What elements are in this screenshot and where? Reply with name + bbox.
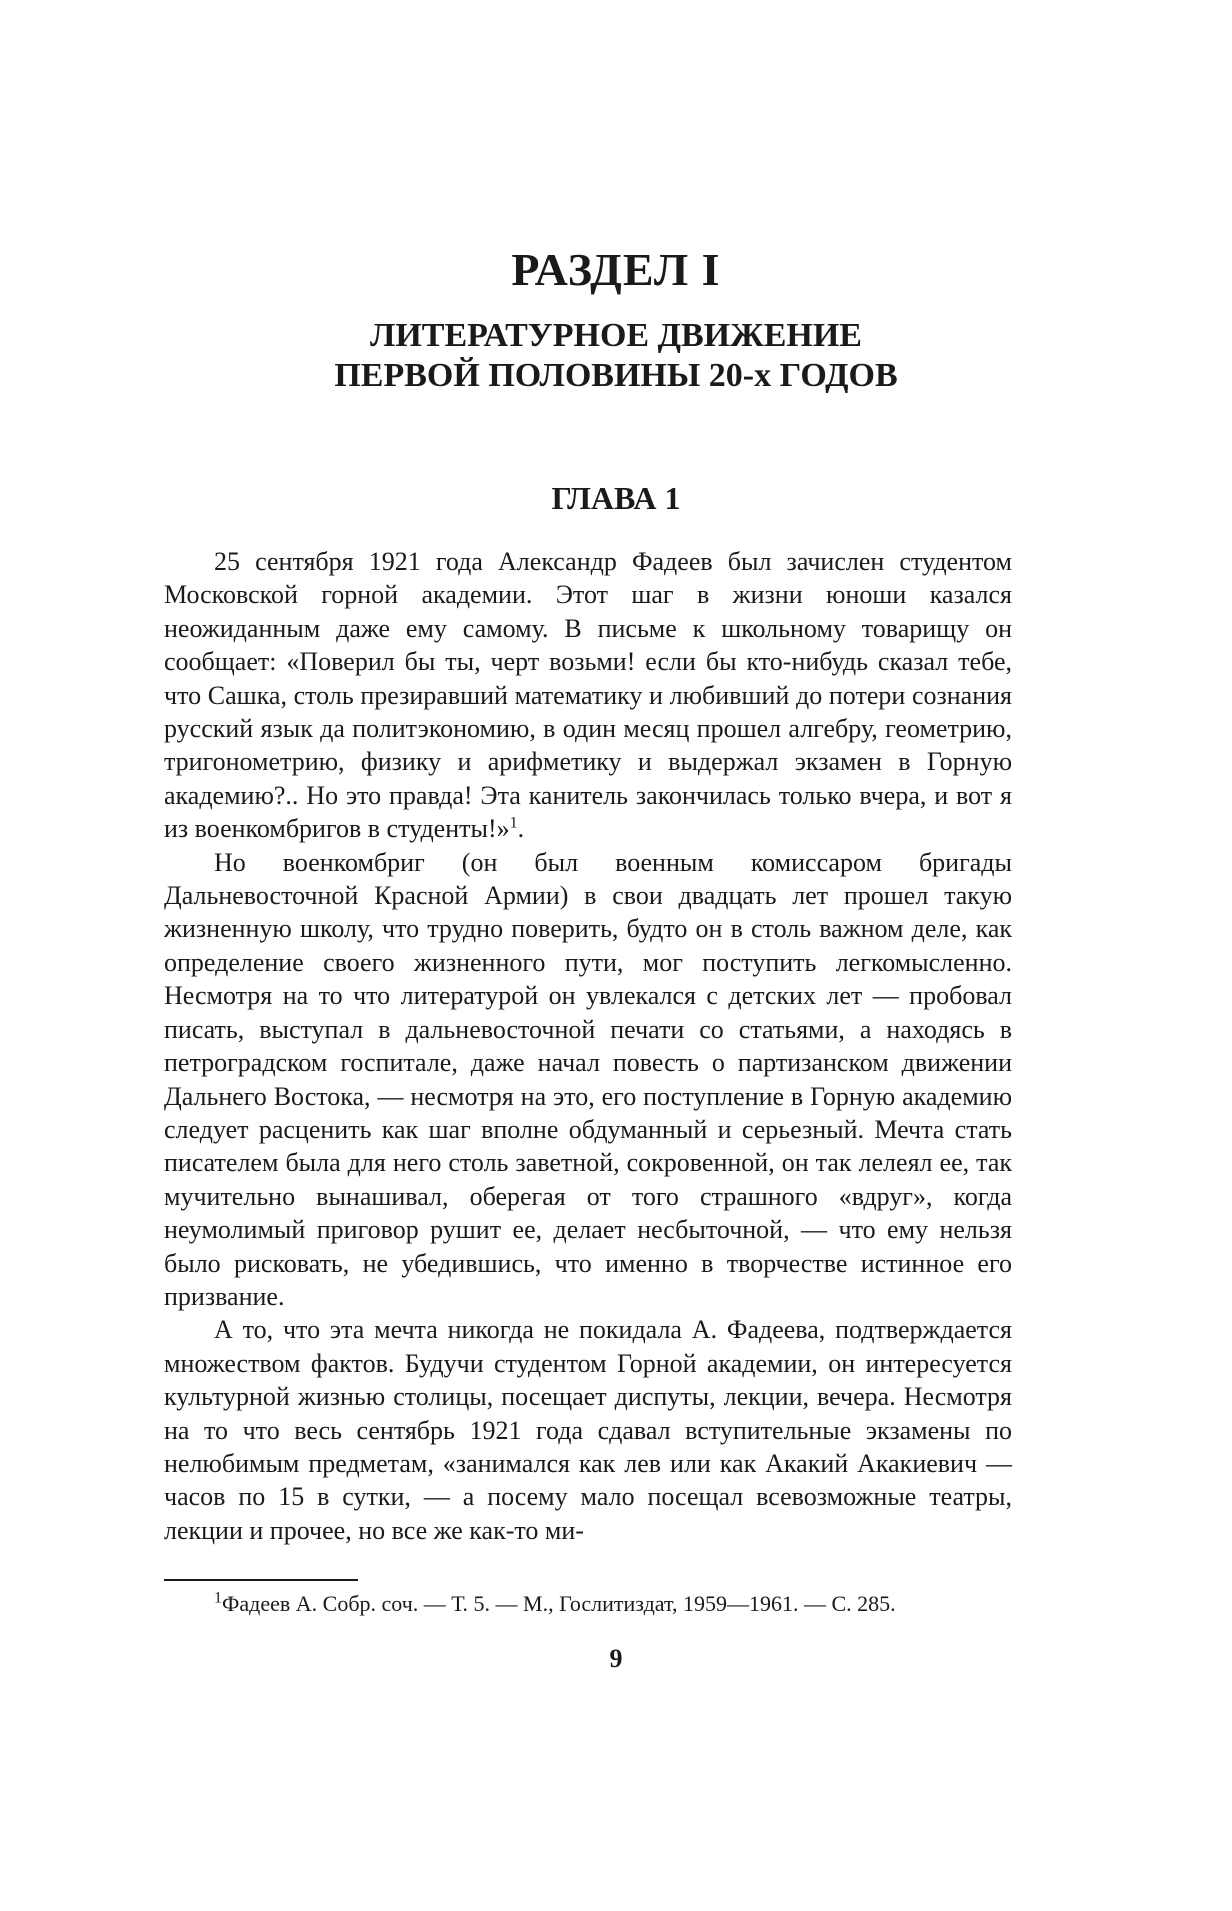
footnote-text: Фадеев А. Собр. соч. — Т. 5. — М., Гослитиздат, 1959—1961. — С. 285. — [222, 1591, 896, 1616]
paragraph-3: А то, что эта мечта никогда не покидала А. Фадеева, подтверждается множеством фактов. Будучи студентом Горной академии, он интересуется культурной жизнью столицы, посещает диспуты, лекции, вечера. Несмотря на то что весь сентябрь 1921 года сдавал вступительные экзамены по нелюбимым предметам, «занимался как лев или как Акакий Акакиевич — часов по 15 в сутки, — а посему мало посещал всевозможные театры, лекции и прочее, но все же как-то ми- — [164, 1315, 1012, 1545]
section-subtitle — [0, 316, 1232, 396]
paragraph-1-end: . — [517, 814, 525, 844]
section-subtitle-line-2: ПЕРВОЙ ПОЛОВИНЫ 20-х ГОДОВ — [334, 357, 898, 394]
paragraph-1 — [164, 545, 1012, 846]
section-subtitle-line-1: ЛИТЕРАТУРНОЕ ДВИЖЕНИЕ — [370, 317, 862, 354]
body-text — [164, 545, 1012, 1547]
footnote-reference: 1 — [509, 814, 518, 832]
page-number: 9 — [609, 1644, 623, 1673]
footnote-marker: 1 — [214, 1589, 222, 1607]
paragraph-2: Но военкомбриг (он был военным комиссаром бригады Дальневосточной Красной Армии) в свои двадцать лет прошел такую жизненную школу, что трудно поверить, будто он в столь важном деле, как определение своего жизненного пути, мог поступить легкомысленно. Несмотря на то что литературой он увлекался с детских лет — пробовал писать, выступал в дальневосточной печати со статьями, а находясь в петроградском госпитале, даже начал повесть о партизанском движении Дальнего Востока, — несмотря на это, его поступление в Горную академию следует расценить как шаг вполне обдуманный и серьезный. Мечта стать писателем была для него столь заветной, сокровенной, он так лелеял ее, так мучительно вынашивал, оберегая от того страшного «вдруг», когда неумолимый приговор рушит ее, делает несбыточной, — что ему нельзя было рисковать, не убедившись, что именно в творчестве истинное его призвание. — [164, 847, 1012, 1311]
chapter-title: ГЛАВА 1 — [551, 480, 681, 516]
footnote-divider — [164, 1579, 358, 1581]
section-title: РАЗДЕЛ I — [511, 244, 721, 295]
section-heading — [0, 244, 1232, 396]
paragraph-1-text: 25 сентября 1921 года Александр Фадеев был зачислен студентом Московской горной академии. Этот шаг в жизни юноши казался неожиданным даже ему самому. В письме к школьному товарищу он сообщает: «Поверил бы ты, черт возьми! если бы кто-нибудь сказал тебе, что Сашка, столь презиравший математику и любивший до потери сознания русский язык да политэкономию, в один месяц прошел алгебру, геометрию, тригонометрию, физику и арифметику и выдержал экзамен в Горную академию?.. Но это правда! Эта канитель закончилась только вчера, и вот я из военкомбригов в студенты!» — [164, 547, 1012, 844]
footnote — [164, 1589, 1012, 1619]
